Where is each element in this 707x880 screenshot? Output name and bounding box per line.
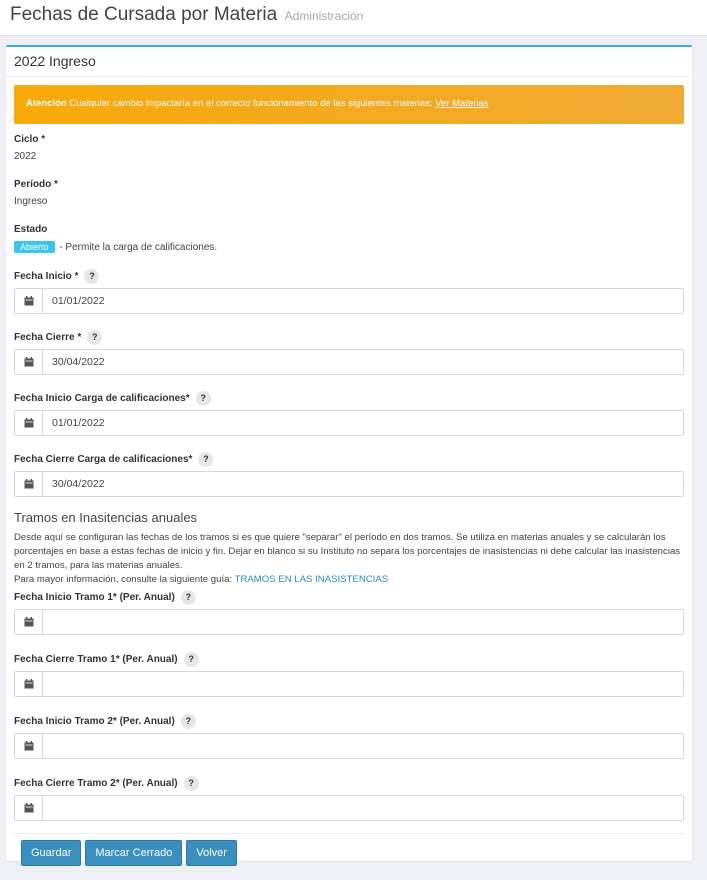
alert-strong: Atención — [26, 98, 67, 109]
tramos-description — [14, 531, 684, 587]
page-subtitle: Administración — [284, 9, 364, 23]
panel-title: 2022 Ingreso — [14, 53, 96, 69]
estado-value — [14, 241, 684, 253]
cierre-tramo2-input-group — [14, 795, 684, 821]
inicio-carga-label: Fecha Inicio Carga de calificaciones* — [14, 392, 190, 404]
fecha-inicio-input[interactable] — [43, 289, 683, 313]
tramos-more-text: Para mayor información, consulte la siguiente guía: — [14, 574, 233, 585]
page-header — [0, 0, 707, 36]
calendar-icon[interactable] — [15, 350, 43, 374]
cierre-tramo2-label: Fecha Cierre Tramo 2* (Per. Anual) — [14, 777, 178, 789]
ver-materias-link[interactable]: Ver Materias — [435, 98, 489, 109]
save-button[interactable]: Guardar — [21, 840, 81, 866]
inicio-carga-input[interactable] — [43, 411, 683, 435]
inicio-carga-input-group — [14, 410, 684, 436]
fecha-inicio-input-group — [14, 288, 684, 314]
inicio-tramo1-label: Fecha Inicio Tramo 1* (Per. Anual) — [14, 591, 175, 603]
inicio-tramo1-group — [14, 590, 684, 635]
ciclo-group — [14, 132, 684, 162]
warning-alert — [14, 85, 684, 124]
estado-text: - Permite la carga de calificaciones. — [59, 242, 218, 253]
estado-group — [14, 222, 684, 253]
periodo-group — [14, 177, 684, 207]
calendar-icon[interactable] — [15, 796, 43, 820]
periodo-value: Ingreso — [14, 196, 48, 207]
estado-label: Estado — [14, 223, 48, 235]
calendar-icon[interactable] — [15, 289, 43, 313]
cierre-carga-input-group — [14, 471, 684, 497]
panel-body — [6, 77, 692, 866]
calendar-icon[interactable] — [15, 610, 43, 634]
fecha-cierre-input-group — [14, 349, 684, 375]
cierre-carga-input[interactable] — [43, 472, 683, 496]
inicio-tramo2-label: Fecha Inicio Tramo 2* (Per. Anual) — [14, 715, 175, 727]
status-badge: Abierto — [14, 241, 55, 253]
tramos-title: Tramos en Inasitencias anuales — [14, 510, 198, 525]
ciclo-label: Ciclo * — [14, 133, 46, 145]
panel-heading — [6, 47, 692, 77]
calendar-icon[interactable] — [15, 672, 43, 696]
calendar-icon[interactable] — [15, 734, 43, 758]
form-panel — [6, 45, 692, 861]
fecha-cierre-input[interactable] — [43, 350, 683, 374]
back-button[interactable]: Volver — [186, 840, 237, 866]
inicio-tramo2-group — [14, 714, 684, 759]
ciclo-value: 2022 — [14, 151, 37, 162]
calendar-icon[interactable] — [15, 411, 43, 435]
question-icon[interactable]: ? — [196, 391, 211, 406]
question-icon[interactable]: ? — [84, 269, 99, 284]
cierre-tramo1-input[interactable] — [43, 672, 683, 696]
mark-closed-button[interactable]: Marcar Cerrado — [85, 840, 182, 866]
question-icon[interactable]: ? — [198, 452, 213, 467]
cierre-carga-group — [14, 452, 684, 497]
inicio-tramo2-input[interactable] — [43, 734, 683, 758]
cierre-tramo2-input[interactable] — [43, 796, 683, 820]
cierre-tramo1-group — [14, 652, 684, 697]
question-icon[interactable]: ? — [181, 590, 196, 605]
tramos-desc-text: Desde aquí se configuran las fechas de los tramos si es que quiere "separar" el período en dos tramos. Se utiliza en materias anuales y se calcularán los porcentajes en base a estas fechas de inicio y fin. Dejar en blanco si su Instituto no separa los porcentajes de inasistencias ni debe calcular las inasistencias en 2 tramos, para las materias anuales. — [14, 532, 681, 571]
cierre-tramo2-group — [14, 776, 684, 821]
alert-text: Cualquier cambio impactaría en el correcto funcionamiento de las siguientes materias: — [69, 98, 433, 109]
fecha-inicio-group — [14, 269, 684, 314]
cierre-tramo1-input-group — [14, 671, 684, 697]
cierre-tramo1-label: Fecha Cierre Tramo 1* (Per. Anual) — [14, 653, 178, 665]
fecha-cierre-group — [14, 330, 684, 375]
inicio-carga-group — [14, 391, 684, 436]
fecha-inicio-label: Fecha Inicio * — [14, 270, 79, 282]
question-icon[interactable]: ? — [184, 776, 199, 791]
question-icon[interactable]: ? — [87, 330, 102, 345]
form-actions — [14, 833, 684, 866]
cierre-carga-label: Fecha Cierre Carga de calificaciones* — [14, 453, 193, 465]
inicio-tramo1-input-group — [14, 609, 684, 635]
fecha-cierre-label: Fecha Cierre * — [14, 331, 82, 343]
calendar-icon[interactable] — [15, 472, 43, 496]
question-icon[interactable]: ? — [184, 652, 199, 667]
question-icon[interactable]: ? — [181, 714, 196, 729]
inicio-tramo2-input-group — [14, 733, 684, 759]
periodo-label: Período * — [14, 178, 58, 190]
page-title: Fechas de Cursada por Materia — [10, 4, 278, 25]
tramos-guide-link[interactable]: TRAMOS EN LAS INASISTENCIAS — [234, 574, 389, 585]
inicio-tramo1-input[interactable] — [43, 610, 683, 634]
